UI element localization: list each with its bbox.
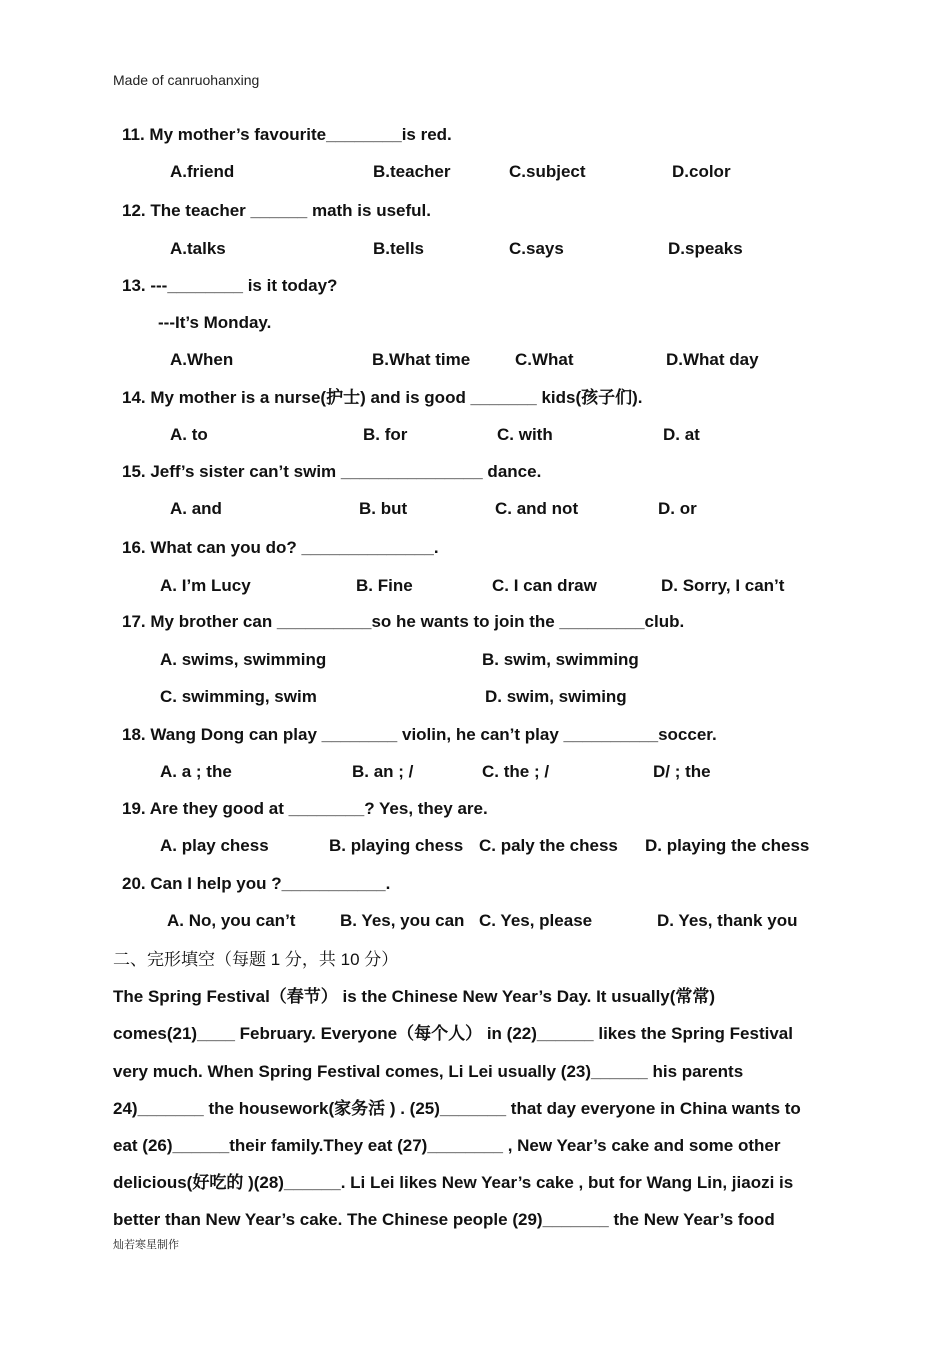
option-a: A. a ; the: [160, 762, 232, 781]
page-footer: 灿若寒星制作: [113, 1239, 179, 1251]
question-12-stem: 12. The teacher ______ math is useful.: [122, 201, 431, 220]
option-b: B.tells: [373, 239, 425, 258]
option-d: D.color: [672, 162, 731, 181]
option-b: B.What time: [372, 350, 471, 369]
option-c: C.What: [515, 350, 574, 369]
option-a: A. I’m Lucy: [160, 576, 251, 595]
option-b: B. an ; /: [352, 762, 414, 781]
question-18-stem: 18. Wang Dong can play ________ violin, he can’t play __________soccer.: [122, 725, 717, 744]
option-c: C. paly the chess: [479, 836, 618, 855]
question-17-stem: 17. My brother can __________so he wants to join the _________club.: [122, 612, 685, 631]
option-d: D.What day: [666, 350, 759, 369]
question-20-stem: 20. Can I help you ?___________.: [122, 874, 391, 893]
question-13-stem: 13. ---________ is it today?: [122, 276, 338, 295]
option-c: C.subject: [509, 162, 586, 181]
option-a: A.friend: [170, 162, 235, 181]
option-a: A.talks: [170, 239, 226, 258]
option-a: A. and: [170, 499, 222, 518]
option-d: D. at: [663, 425, 700, 444]
question-16-stem: 16. What can you do? ______________.: [122, 538, 439, 557]
section-title-cloze: 二、完形填空（每题 1 分，共 10 分）: [113, 950, 399, 969]
option-a: A.When: [170, 350, 234, 369]
question-15-stem: 15. Jeff’s sister can’t swim _______________ dance.: [122, 462, 542, 481]
option-d: D. swim, swiming: [485, 687, 627, 706]
option-b: B. swim, swimming: [482, 650, 639, 669]
question-13-answer-line: ---It’s Monday.: [158, 313, 272, 332]
option-a: A. swims, swimming: [160, 650, 327, 669]
passage-line: very much. When Spring Festival comes, Li Lei usually (23)______ his parents: [113, 1062, 744, 1081]
option-a: A. No, you can’t: [167, 911, 296, 930]
option-b: B. playing chess: [329, 836, 464, 855]
option-b: B.teacher: [373, 162, 451, 181]
passage-line: better than New Year’s cake. The Chinese people (29)_______ the New Year’s food: [113, 1210, 775, 1229]
option-b: B. but: [359, 499, 408, 518]
option-d: D.speaks: [668, 239, 743, 258]
question-19-stem: 19. Are they good at ________? Yes, they are.: [122, 799, 488, 818]
option-c: C. and not: [495, 499, 579, 518]
option-d: D. playing the chess: [645, 836, 810, 855]
option-c: C. swimming, swim: [160, 687, 317, 706]
option-c: C. the ; /: [482, 762, 550, 781]
passage-line: The Spring Festival（春节） is the Chinese New Year’s Day. It usually(常常): [113, 987, 716, 1006]
option-c: C. I can draw: [492, 576, 597, 595]
page-header: Made of canruohanxing: [113, 72, 260, 88]
passage-line: 24)_______ the housework(家务活 ) . (25)_______ that day everyone in China wants to: [113, 1099, 801, 1118]
question-14-stem: 14. My mother is a nurse(护士) and is good _______ kids(孩子们).: [122, 388, 643, 407]
option-b: B. Yes, you can: [340, 911, 465, 930]
option-d: D. Yes, thank you: [657, 911, 798, 930]
option-a: A. play chess: [160, 836, 269, 855]
question-11-stem: 11. My mother’s favourite________is red.: [122, 125, 452, 144]
option-c: C. Yes, please: [479, 911, 593, 930]
option-d: D. Sorry, I can’t: [661, 576, 785, 595]
passage-line: comes(21)____ February. Everyone（每个人） in (22)______ likes the Spring Festival: [113, 1024, 793, 1043]
option-c: C. with: [497, 425, 553, 444]
passage-line: eat (26)______their family.They eat (27)________ , New Year’s cake and some other: [113, 1136, 781, 1155]
option-b: B. Fine: [356, 576, 413, 595]
passage-line: delicious(好吃的 )(28)______. Li Lei likes New Year’s cake , but for Wang Lin, jiaozi is: [113, 1173, 794, 1192]
option-d: D/ ; the: [653, 762, 711, 781]
option-c: C.says: [509, 239, 564, 258]
option-a: A. to: [170, 425, 208, 444]
option-b: B. for: [363, 425, 408, 444]
option-d: D. or: [658, 499, 697, 518]
